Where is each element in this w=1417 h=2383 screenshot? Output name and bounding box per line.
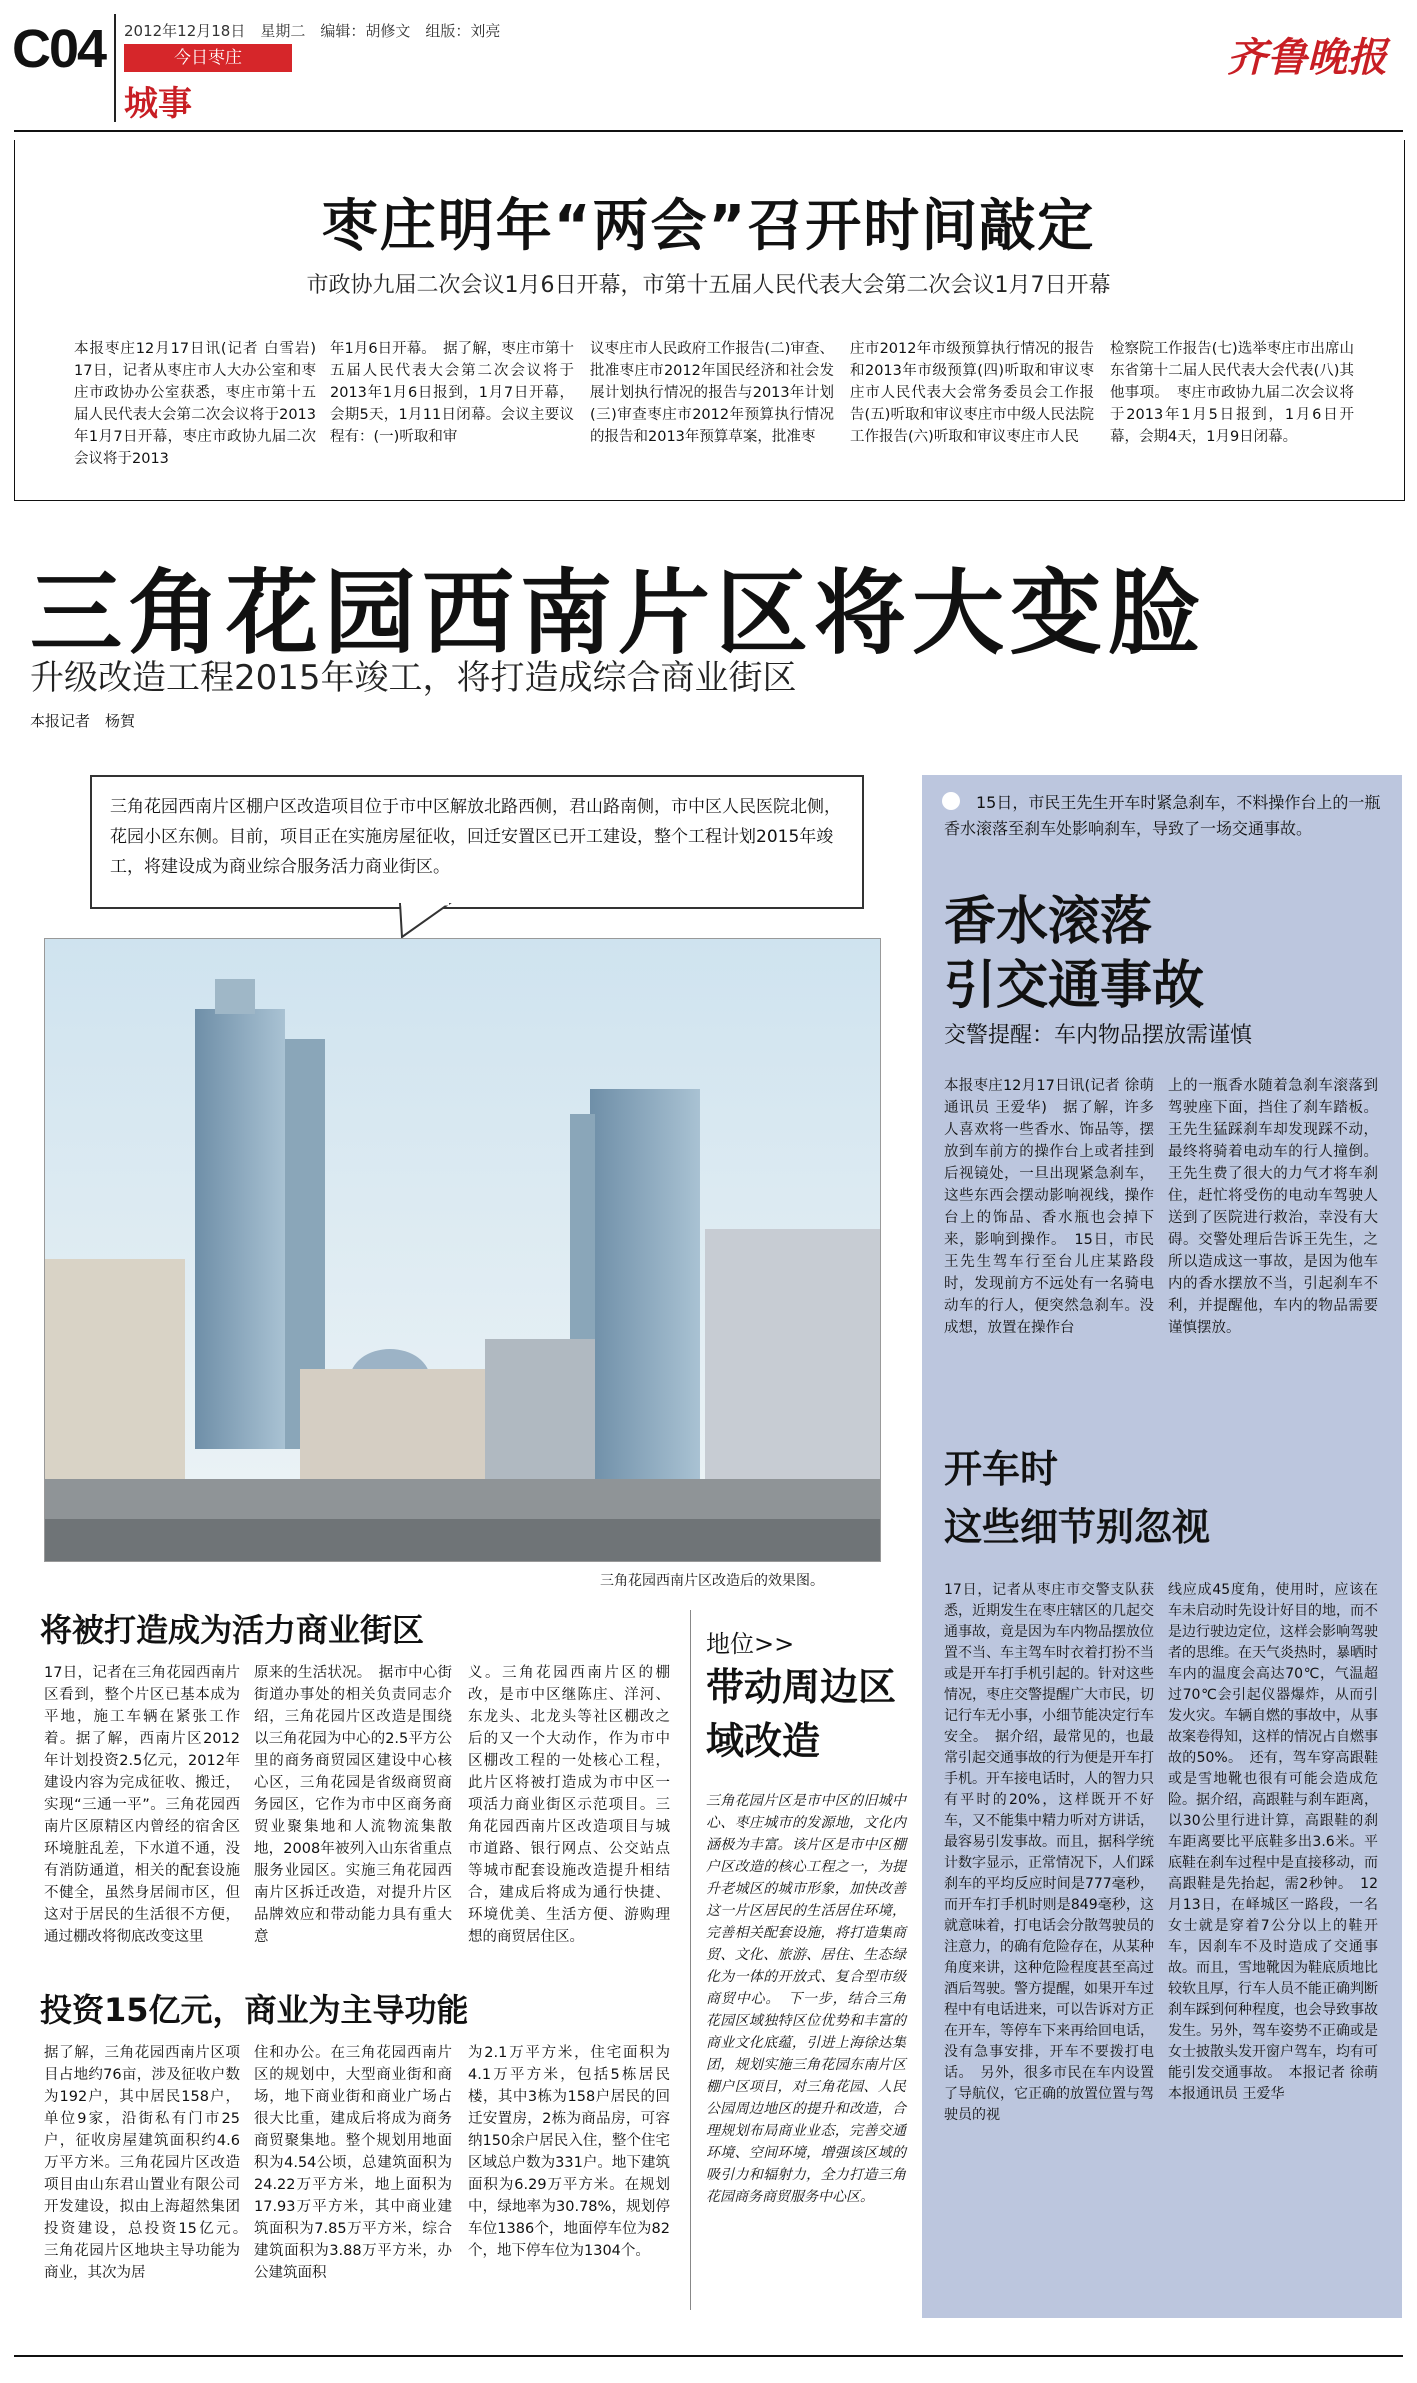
page-number: C04 — [12, 19, 106, 79]
newspaper-logo: 齐鲁晚报 — [1227, 34, 1387, 81]
photo-caption: 三角花园西南片区改造后的效果图。 — [600, 1573, 824, 1589]
sidebar-intro: 15日，市民王先生开车时紧急刹车，不料操作台上的一瓶香水滚落至刹车处影响刹车，导致了一场交通事故。 — [944, 793, 1381, 838]
article1-col4: 庄市2012年市级预算执行情况的报告和2013年市级预算(四)听取和审议枣庄市人民代表大会常务委员会工作报告(五)听取和审议枣庄市中级人民法院工作报告(六)听取和审议枣庄市人民 — [850, 341, 1094, 445]
article2-title: 三角花园西南片区将大变脸 — [30, 560, 1207, 667]
header-divider — [114, 14, 116, 122]
column-divider — [690, 1610, 691, 2310]
article1-title: 枣庄明年“两会”召开时间敲定 — [321, 194, 1096, 259]
sidebar-body-col1: 本报枣庄12月17日讯(记者 徐萌 通讯员 王爱华) 据了解，许多人喜欢将一些香水、饰品等，摆放到车前方的操作台上或者挂到后视镜处，一旦出现紧急刹车，这些东西会摆动影响视线，操作台上的饰品、香水瓶也会掉下来，影响到操作。 15日，市民王先生驾车行至台儿庄某路段时，发现前方不远处有一名骑电动车的行人，便突然急刹车。没成想，放置在操作台 — [944, 1078, 1154, 1336]
sidebar-body2-col2: 线应成45度角，使用时，应该在车未启动时先设计好目的地，而不是边行驶边定位，这样会影响驾驶者的思维。在天气炎热时，暴晒时车内的温度会高达70℃，气温超过70℃会引起仪器爆炸，从而引发火灾。车辆自燃的事故中，从事故案卷得知，这样的情况占自燃事故的50%。 还有，驾车穿高跟鞋或是雪地靴也很有可能会造成危险。据介绍，高跟鞋与刹车距离，以30公里行进计算，高跟鞋的刹车距离要比平底鞋多出3.6米。平底鞋在刹车过程中是直接移动，而高跟鞋是先抬起，需2秒钟。 12月13日，在峄城区一路段，一名女士就是穿着7公分以上的鞋开车，因刹车不及时造成了交通事故。而且，雪地靴因为鞋底质地比较软且厚，行车人员不能正确判断刹车踩到何种程度，也会导致事故发生。另外，驾车姿势不正确或是女士披散头发开窗户驾车，均有可能引发交通事故。 本报记者 徐萌 本报通讯员 王爱华 — [1168, 1582, 1378, 2102]
sidebar-title2-line2: 这些细节别忽视 — [944, 1505, 1211, 1549]
section-name: 城事 — [124, 84, 192, 124]
section2-col1: 据了解，三角花园西南片区项目占地约76亩，涉及征收户数为192户，其中居民158户，单位9家，沿街私有门市25户，征收房屋建筑面积约4.6万平方米。三角花园片区改造项目由山东君山置业有限公司开发建设，拟由上海超然集团投资建设，总投资15亿元。 三角花园片区地块主导功能为商业，其次为居 — [44, 2045, 255, 2281]
article2-subtitle: 升级改造工程2015年竣工，将打造成综合商业街区 — [30, 658, 797, 698]
section2-col3: 为2.1万平方米，住宅面积为4.1万平方米，包括5栋居民楼，其中3栋为158户居民的回迁安置房，2栋为商品房，可容纳150余户居民入住，整个住宅区域总户数为331户。地下建筑面积为6.29万平方米。在规划中，绿地率为30.78%，规划停车位1386个，地面停车位为82个，地下停车位为1304个。 — [468, 2045, 670, 2259]
article1-col2: 年1月6日开幕。 据了解，枣庄市第十五届人民代表大会第二次会议将于2013年1月6日报到，1月7日开幕，会期5天，1月11日闭幕。会议主要议程有：(一)听取和审 — [330, 341, 574, 445]
issue-meta: 2012年12月18日 星期二 编辑：胡修文 组版：刘亮 — [124, 22, 501, 40]
section2-title: 投资15亿元，商业为主导功能 — [40, 1991, 469, 2029]
position-tag: 地位>> — [706, 1630, 795, 1658]
sidebar-title-line1: 香水滚落 — [944, 892, 1153, 952]
rendering-photo — [44, 938, 881, 1562]
article1-col5: 检察院工作报告(七)选举枣庄市出席山东省第十二届人民代表大会代表(八)其他事项。 枣庄市政协九届二次会议将于2013年1月5日报到，1月6日开幕，会期4天，1月9日闭幕。 — [1110, 341, 1354, 445]
section1-col1: 17日，记者在三角花园西南片区看到，整个片区已基本成为平地，施工车辆在紧张工作着。据了解，西南片区2012年计划投资2.5亿元，2012年建设内容为完成征收、搬迁，实现“三通一平”。三角花园西南片区原精区内曾经的宿舍区环境脏乱差，下水道不通，没有消防通道，相关的配套设施不健全，虽然身居闹市区，但这对于居民的生活很不方便，通过棚改将彻底改变这里 — [44, 1665, 240, 1945]
position-title: 带动周边区域改造 — [706, 1665, 897, 1763]
sidebar-body2-col1: 17日，记者从枣庄市交警支队获悉，近期发生在枣庄辖区的几起交通事故，竟是因为车内物品摆放位置不当、车主驾车时衣着打扮不当或是开车打手机引起的。针对这些情况，枣庄交警提醒广大市民，切记行车无小事，小细节能决定行车安全。 据介绍，最常见的，也最常引起交通事故的行为便是开车打手机。开车接电话时，人的智力只有平时的20%，这样既开不好车，又不能集中精力听对方讲话，最容易引发事故。而且，据科学统计数字显示，正常情况下，人们踩刹车的平均反应时间是777毫秒，而开车打手机时则是849毫秒，这就意味着，打电话会分散驾驶员的注意力，的确有危险存在，从某种角度来讲，这种危险程度甚至高过酒后驾驶。警方提醒，如果开车过程中有电话进来，可以告诉对方正在开车，等停车下来再给回电话，没有急事安排，开车不要拨打电话。 另外，很多市民在车内设置了导航仪，它正确的放置位置与驾驶员的视 — [944, 1582, 1154, 2123]
callout-pointer — [390, 903, 470, 943]
sidebar-subtitle: 交警提醒：车内物品摆放需谨慎 — [944, 1023, 1253, 1048]
article1-col3: 议枣庄市人民政府工作报告(二)审查、批准枣庄市2012年国民经济和社会发展计划执行情况的报告与2013年计划(三)审查枣庄市2012年预算执行情况的报告和2013年预算草案，批准枣 — [590, 341, 834, 445]
building-rendering — [45, 939, 880, 1561]
section1-title: 将被打造成为活力商业街区 — [40, 1611, 425, 1649]
sidebar-body-col2: 上的一瓶香水随着急刹车滚落到驾驶座下面，挡住了刹车踏板。王先生猛踩刹车却发现踩不动，最终将骑着电动车的行人撞倒。王先生费了很大的力气才将车刹住，赶忙将受伤的电动车驾驶人送到了医院进行救治，幸没有大碍。交警处理后告诉王先生，之所以造成这一事故，是因为他车内的香水摆放不当，引起刹车不利，并提醒他，车内的物品需要谨慎摆放。 — [1168, 1078, 1378, 1336]
callout-text: 三角花园西南片区棚户区改造项目位于市中区解放北路西侧，君山路南侧，市中区人民医院北侧，花园小区东侧。目前，项目正在实施房屋征收，回迁安置区已开工建设，整个工程计划2015年竣工，将建设成为商业综合服务活力商业街区。 — [110, 797, 841, 877]
article2-byline: 本报记者 杨賀 — [30, 712, 136, 730]
section1-col2: 原来的生活状况。 据市中心街街道办事处的相关负责同志介绍，三角花园片区改造是围绕以三角花园为中心的2.5平方公里的商务商贸园区建设中心核心区，三角花园是省级商贸商务园区，它作为市中区商务商贸业聚集地和人流物流集散地，2008年被列入山东省重点服务业园区。实施三角花园西南片区拆迁改造，对提升片区品牌效应和带动能力具有重大意 — [254, 1665, 452, 1945]
sidebar-title-line2: 引交通事故 — [944, 956, 1205, 1016]
position-text: 三角花园片区是市中区的旧城中心、枣庄城市的发源地，文化内涵极为丰富。该片区是市中区棚户区改造的核心工程之一，为提升老城区的城市形象，加快改善这一片区居民的生活居住环境，完善相关配套设施，将打造集商贸、文化、旅游、居住、生态绿化为一体的开放式、复合型市级商贸中心。 下一步，结合三角花园区域独特区位优势和丰富的商业文化底蕴，引进上海徐达集团，规划实施三角花园东南片区棚户区项目，对三角花园、人民公园周边地区的提升和改造，合理规划布局商业业态，完善交通环境、空间环境，增强该区域的吸引力和辐射力，全力打造三角花园商务商贸服务中心区。 — [706, 1793, 906, 2205]
article1-subtitle: 市政协九届二次会议1月6日开幕，市第十五届人民代表大会第二次会议1月7日开幕 — [306, 273, 1111, 298]
section-tag: 今日枣庄 — [124, 44, 292, 72]
section1-col3: 义。三角花园西南片区的棚改，是市中区继陈庄、洋河、东龙头、北龙头等社区棚改之后的又一个大动作，作为市中区棚改工程的一处核心工程，此片区将被打造成为市中区一项活力商业街区示范项目。三角花园西南片区改造项目与城市道路、银行网点、公交站点等城市配套设施改造提升相结合，建成后将成为通行快捷、环境优美、生活方便、游购理想的商贸居住区。 — [468, 1665, 670, 1945]
header-rule — [14, 130, 1403, 132]
sidebar-title2-line1: 开车时 — [944, 1447, 1059, 1491]
footer-rule — [14, 2355, 1403, 2357]
section2-col2: 住和办公。在三角花园西南片区的规划中，大型商业街和商场，地下商业街和商业广场占很大比重，建成后将成为商务商贸聚集地。整个规划用地面积为4.54公顷，总建筑面积为24.22万平方米，地上面积为17.93万平方米，其中商业建筑面积为7.85万平方米，综合建筑面积为3.88万平方米，办公建筑面积 — [254, 2045, 452, 2281]
article1-col1: 本报枣庄12月17日讯(记者 白雪岩) 17日，记者从枣庄市人大办公室和枣庄市政协办公室获悉，枣庄市第十五届人民代表大会第二次会议将于2013年1月7日开幕，枣庄市政协九届二次会议将于2013 — [74, 341, 331, 467]
